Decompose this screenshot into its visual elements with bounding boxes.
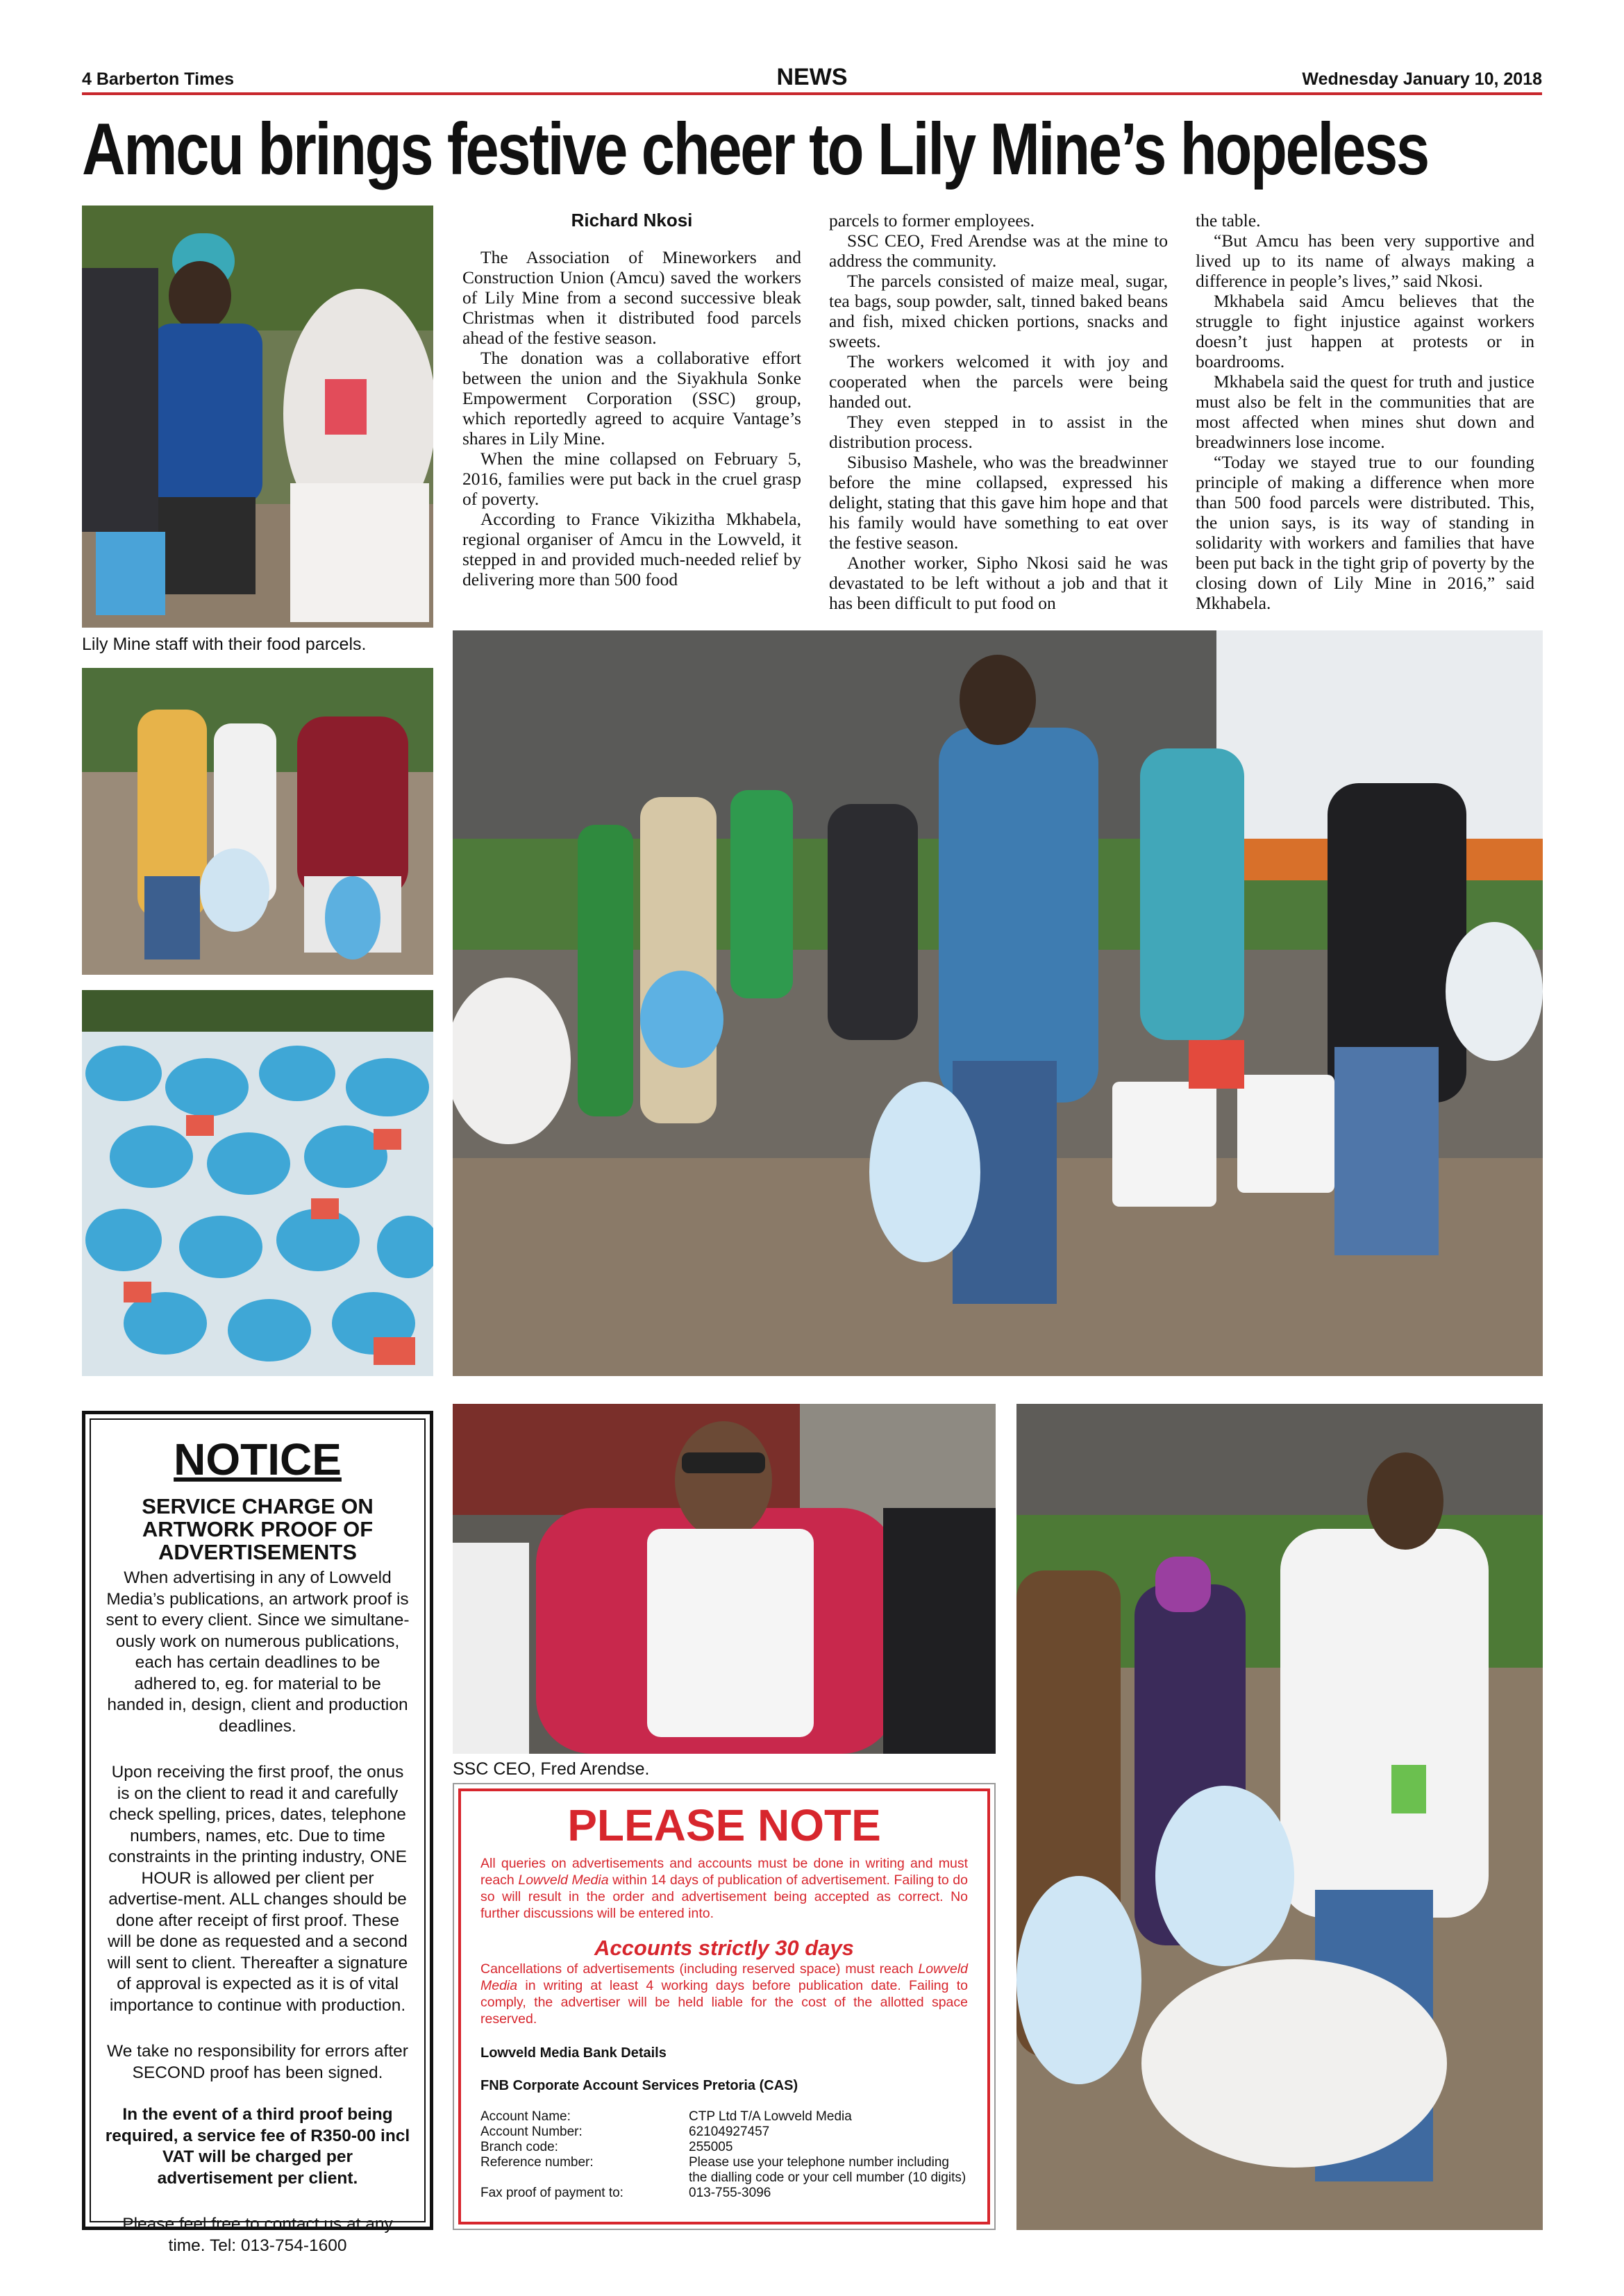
paragraph: Another worker, Sipho Nkosi said he was devastated to be left without a job and that it has been difficult to put food on — [829, 553, 1168, 613]
photo-parcel-distribution — [453, 630, 1543, 1376]
paragraph: According to France Vikizitha Mkhabela, regional organiser of Amcu in the Lowveld, it stepped in and provided much-needed relief by delivering more than 500 food — [462, 509, 801, 589]
accounts-subtitle: Accounts strictly 30 days — [594, 1936, 854, 1960]
bank-row: Branch code: 255005 — [480, 2140, 733, 2154]
caption-ceo: SSC CEO, Fred Arendse. — [453, 1759, 650, 1779]
photo-workers-walking — [82, 668, 433, 975]
please-note-queries: All queries on advertisements and accounts must be done in writing and must reach Lowveld Media within 14 days of publication of advertisement. Failing to do so will result in the order and advertisement being accepted as correct. No further discussions will be entered into. — [480, 1856, 968, 1921]
paragraph: Mkhabela said the quest for truth and justice must also be felt in the communities that are most affected when mines shut down and breadwinners lose income. — [1196, 371, 1534, 452]
notice-subtitle: SERVICE CHARGE ON ARTWORK PROOF OF ADVERTISEMENTS — [142, 1494, 374, 1564]
notice-title: NOTICE — [174, 1434, 342, 1484]
bank-row: Account Number: 62104927457 — [480, 2125, 770, 2139]
header-rule — [82, 92, 1542, 95]
photo-woman-carrying-parcels — [82, 206, 433, 628]
article-column-3 — [1196, 210, 1534, 613]
headline: Amcu brings festive cheer to Lily Mine’s hopeless — [82, 108, 1428, 190]
paragraph: The parcels consisted of maize meal, sugar, tea bags, soup powder, salt, tinned baked beans and fish, mixed chicken portions, snacks and sweets. — [829, 271, 1168, 351]
byline: Richard Nkosi — [571, 210, 693, 231]
bank-row: Reference number: Please use your telephone number including the dialling code or your cell mumber (10 digits) — [480, 2155, 966, 2185]
notice-service-fee: In the event of a third proof being required, a service fee of R350-00 incl VAT will be charged per advertisement per client. — [105, 2105, 410, 2188]
paragraph: Mkhabela said Amcu believes that the struggle to fight injustice against workers doesn’t just happen at protests or in boardrooms. — [1196, 291, 1534, 371]
paragraph: SSC CEO, Fred Arendse was at the mine to address the community. — [829, 231, 1168, 271]
bank-row: Fax proof of payment to: 013-755-3096 — [480, 2186, 771, 2200]
please-note-box — [458, 1788, 990, 2224]
caption-staff: Lily Mine staff with their food parcels. — [82, 635, 367, 654]
notice-contact: Please feel free to contact us at any time. Tel: 013-754-1600 — [122, 2215, 393, 2255]
paragraph: When the mine collapsed on February 5, 2016, families were put back in the cruel grasp of poverty. — [462, 449, 801, 509]
paragraph: parcels to former employees. — [829, 210, 1035, 231]
photo-helpers-parcels — [1016, 1404, 1543, 2230]
notice-paragraph: When advertising in any of Lowveld Media’s publications, an artwork proof is sent to every client. Since we simultane-ously work on numerous publications, each has certain deadlines to be adhered to, eg. for material to be handed in, design, client and production deadlines. — [106, 1568, 410, 1736]
paragraph: the table. — [1196, 210, 1261, 231]
please-note-cancellations: Cancellations of advertisements (including reserved space) must reach Lowveld Media in writing at least 4 working days before publication date. Failing to comply, the advertiser will be held liable for the cost of the allotted space reserved. — [480, 1961, 968, 2027]
notice-paragraph: Upon receiving the first proof, the onus is on the client to read it and carefully check spelling, prices, dates, telephone numbers, names, etc. Due to time constraints in the printing industry, ONE HOUR is allowed per client per advertise-ment. ALL changes should be done after receipt of first proof. These will be done as requested and a second will sent to client. Thereafter a signature of approval is expected as it is of vital importance to continue with production. — [107, 1763, 408, 2015]
please-note-title: PLEASE NOTE — [567, 1800, 881, 1850]
issue-date: Wednesday January 10, 2018 — [1302, 69, 1542, 89]
paragraph: The Association of Mineworkers and Construction Union (Amcu) saved the workers of Lily Mine from a second successive bleak Christmas when it distributed food parcels ahead of the festive season. — [462, 247, 801, 348]
section-label: NEWS — [776, 64, 848, 90]
paragraph: They even stepped in to assist in the distribution process. — [829, 412, 1168, 452]
paragraph: The workers welcomed it with joy and cooperated when the parcels were being handed out. — [829, 351, 1168, 412]
paragraph: “But Amcu has been very supportive and lived up to its name of always making a difference in people’s lives,” said Nkosi. — [1196, 231, 1534, 291]
notice-box — [82, 1411, 433, 2255]
article-column-1 — [462, 247, 801, 589]
paragraph: Sibusiso Mashele, who was the breadwinner before the mine collapsed, expressed his delight, stating that this gave him hope and that his family would have something to eat over the festive season. — [829, 452, 1168, 553]
notice-paragraph: We take no responsibility for errors after SECOND proof has been signed. — [107, 2042, 408, 2082]
photo-ceo-bucket — [453, 1404, 996, 1754]
bank-details-subtitle: FNB Corporate Account Services Pretoria (CAS) — [480, 2078, 798, 2093]
bank-row: Account Name: CTP Ltd T/A Lowveld Media — [480, 2109, 852, 2124]
photo-food-parcels-pile — [82, 990, 433, 1376]
article-column-2 — [829, 210, 1168, 613]
paragraph: “Today we stayed true to our founding principle of making a difference when more than 500 food parcels were distributed. This, the union says, is its way of standing in solidarity with workers and families that have been put back in the tight grip of poverty by the closing down of Lily Mine in 2016,” said Mkhabela. — [1196, 452, 1534, 613]
bank-details-table — [480, 2109, 968, 2201]
paragraph: The donation was a collaborative effort between the union and the Siyakhula Sonke Empowerment Corporation (SSC) group, which reportedly agreed to acquire Vantage’s shares in Lily Mine. — [462, 348, 801, 449]
page-label: 4 Barberton Times — [82, 69, 235, 89]
bank-details-title: Lowveld Media Bank Details — [480, 2045, 667, 2061]
